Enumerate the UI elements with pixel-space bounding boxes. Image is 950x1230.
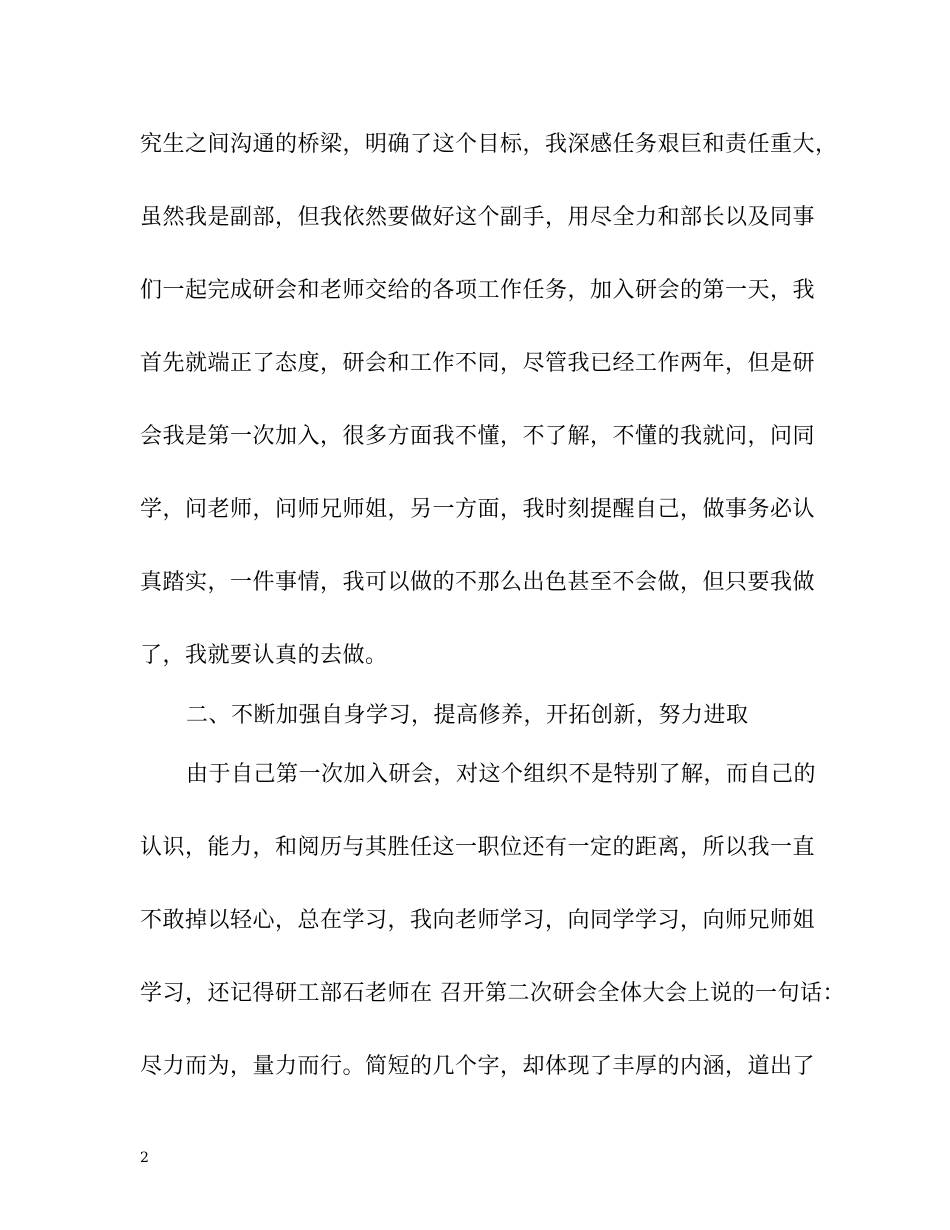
body-text-line: 虽然我是副部，但我依然要做好这个副手，用尽全力和部长以及同事: [140, 205, 816, 230]
body-text-line: 尽力而为，量力而行。简短的几个字，却体现了丰厚的内涵，道出了: [140, 1054, 816, 1079]
page-number: 2: [140, 1150, 149, 1166]
body-text-line: 学，问老师，问师兄师姐，另一方面，我时刻提醒自己，做事务必认: [140, 497, 816, 522]
body-text-line: 不敢掉以轻心，总在学习，我向老师学习，向同学学习，向师兄师姐: [140, 908, 816, 933]
body-text-line: 究生之间沟通的桥梁，明确了这个目标，我深感任务艰巨和责任重大，: [140, 132, 838, 157]
body-text-line: 们一起完成研会和老师交给的各项工作任务，加入研会的第一天，我: [140, 278, 816, 303]
body-text-line: 会我是第一次加入，很多方面我不懂，不了解，不懂的我就问，问同: [140, 424, 816, 449]
body-text-line: 了，我就要认真的去做。: [140, 643, 388, 668]
body-text-line: 首先就端正了态度，研会和工作不同，尽管我已经工作两年，但是研: [140, 351, 816, 376]
body-text-line: 认识，能力，和阅历与其胜任这一职位还有一定的距离，所以我一直: [140, 835, 816, 860]
paragraph-first-line: 由于自己第一次加入研会，对这个组织不是特别了解，而自己的: [186, 762, 817, 787]
body-text-line: 真踏实，一件事情，我可以做的不那么出色甚至不会做，但只要我做: [140, 570, 816, 595]
body-text-line: 学习，还记得研工部石老师在 召开第二次研会全体大会上说的一句话：: [140, 981, 845, 1006]
section-heading: 二、不断加强自身学习，提高修养，开拓创新，努力进取: [186, 703, 749, 728]
